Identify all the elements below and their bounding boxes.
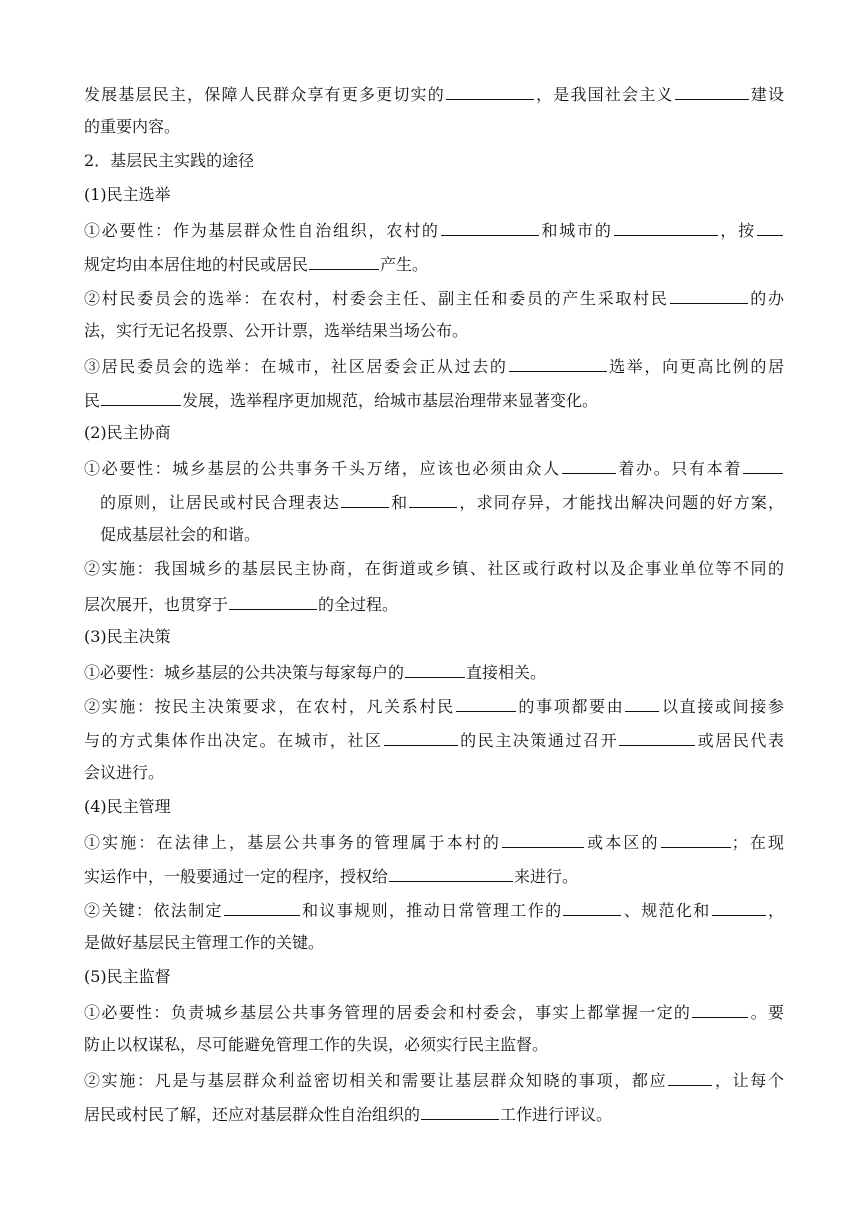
text-segment: 发展，选举程序更加规范，给城市基层治理带来显著变化。	[182, 391, 599, 410]
text-segment: 或居民代表	[696, 731, 784, 750]
fill-blank[interactable]	[502, 830, 584, 848]
fill-blank[interactable]	[409, 490, 457, 508]
fill-blank[interactable]	[675, 82, 749, 100]
text-line	[84, 1034, 784, 1056]
subsection-heading	[84, 422, 784, 444]
subsection-heading	[84, 966, 784, 988]
text-segment: 工作进行评议。	[500, 1105, 613, 1124]
text-line	[84, 728, 784, 752]
text-segment: 或本区的	[585, 833, 660, 852]
text-segment: 和议事规则，推动日常管理工作的	[300, 901, 563, 920]
text-segment: ③居民委员会的选举：在城市，社区居委会正从过去的	[84, 357, 508, 376]
text-segment: ②实施：凡是与基层群众利益密切相关和需要让基层群众知晓的事项，都应	[84, 1071, 668, 1090]
text-segment: 居民或村民了解，还应对基层群众性自治组织的	[84, 1105, 421, 1124]
text-segment: 是做好基层民主管理工作的关键。	[84, 933, 325, 952]
text-segment: ①必要性：城乡基层的公共决策与每家每户的	[84, 663, 405, 682]
text-segment: ，是我国社会主义	[534, 85, 674, 104]
fill-blank[interactable]	[563, 898, 621, 916]
fill-blank[interactable]	[509, 354, 607, 372]
text-segment: (4)民主管理	[84, 797, 171, 816]
text-segment: 与的方式集体作出决定。在城市，社区	[84, 731, 383, 750]
text-segment: 的事项都要由	[516, 697, 625, 716]
fill-blank[interactable]	[625, 694, 659, 712]
text-segment: 着办。只有本着	[616, 459, 742, 478]
text-segment: (2)民主协商	[84, 423, 171, 442]
text-segment: 和城市的	[539, 221, 613, 240]
text-line	[84, 864, 784, 888]
text-segment: ①必要性：负责城乡基层公共事务管理的居委会和村委会，事实上都掌握一定的	[84, 1003, 692, 1022]
text-segment: 促成基层社会的和谐。	[100, 525, 261, 544]
text-segment: 的办	[748, 289, 784, 308]
text-line	[84, 592, 784, 616]
text-segment: 层次展开，也贯穿于	[84, 595, 229, 614]
text-line	[84, 660, 784, 684]
text-segment: 的全过程。	[318, 595, 399, 614]
text-segment: ，按	[718, 221, 756, 240]
text-line	[84, 82, 784, 106]
text-segment: (3)民主决策	[84, 627, 171, 646]
fill-blank[interactable]	[743, 456, 783, 474]
text-segment: 建设	[749, 85, 784, 104]
text-segment: 规定均由本居住地的村民或居民	[84, 255, 309, 274]
fill-blank[interactable]	[692, 1000, 748, 1018]
text-segment: 来进行。	[514, 867, 579, 886]
text-segment: ，	[766, 901, 784, 920]
text-line	[84, 1000, 784, 1024]
text-segment: ①实施：在法律上，基层公共事务的管理属于本村的	[84, 833, 502, 852]
text-line	[100, 524, 784, 546]
text-line	[84, 218, 784, 242]
text-segment: ②实施：按民主决策要求，在农村，凡关系村民	[84, 697, 455, 716]
text-segment: ②关键：依法制定	[84, 901, 223, 920]
text-segment: ②村民委员会的选举：在农村，村委会主任、副主任和委员的产生采取村民	[84, 289, 669, 308]
fill-blank[interactable]	[229, 592, 317, 610]
fill-blank[interactable]	[668, 1068, 712, 1086]
text-segment: ①必要性：城乡基层的公共事务千头万绪，应该也必须由众人	[84, 459, 561, 478]
text-segment: 、规范化和	[622, 901, 711, 920]
fill-blank[interactable]	[757, 218, 783, 236]
fill-blank[interactable]	[384, 728, 458, 746]
text-segment: 民	[84, 391, 101, 410]
text-segment: 法，实行无记名投票、公开计票，选举结果当场公布。	[84, 321, 469, 340]
text-line	[84, 1102, 784, 1126]
fill-blank[interactable]	[441, 218, 539, 236]
text-line	[84, 252, 784, 276]
fill-blank[interactable]	[661, 830, 731, 848]
text-segment: 的重要内容。	[84, 117, 181, 136]
fill-blank[interactable]	[224, 898, 300, 916]
text-segment: 防止以权谋私，尽可能避免管理工作的失误，必须实行民主监督。	[84, 1035, 549, 1054]
fill-blank[interactable]	[562, 456, 616, 474]
text-line	[100, 490, 784, 514]
text-segment: 的民主决策通过召开	[458, 731, 619, 750]
text-line	[84, 830, 784, 854]
text-line	[84, 558, 784, 580]
subsection-heading	[84, 796, 784, 818]
text-segment: 直接相关。	[466, 663, 547, 682]
text-segment: 产生。	[380, 255, 429, 274]
fill-blank[interactable]	[309, 252, 379, 270]
text-segment: ①必要性：作为基层群众性自治组织，农村的	[84, 221, 440, 240]
fill-blank[interactable]	[101, 388, 181, 406]
text-line	[84, 1068, 784, 1092]
fill-blank[interactable]	[446, 82, 534, 100]
subsection-heading	[84, 626, 784, 648]
text-segment: 和	[389, 493, 409, 512]
text-line	[84, 694, 784, 718]
text-segment: 选举，向更高比例的居	[607, 357, 784, 376]
text-segment: 实运作中，一般要通过一定的程序，授权给	[84, 867, 389, 886]
text-line	[84, 456, 784, 480]
text-segment: (1)民主选举	[84, 185, 171, 204]
text-line	[84, 286, 784, 310]
text-segment: 发展基层民主，保障人民群众享有更多更切实的	[84, 85, 445, 104]
text-line	[84, 388, 784, 412]
text-line	[84, 762, 784, 784]
subsection-heading	[84, 184, 784, 206]
fill-blank[interactable]	[619, 728, 695, 746]
fill-blank[interactable]	[405, 660, 465, 678]
fill-blank[interactable]	[421, 1102, 499, 1120]
fill-blank[interactable]	[389, 864, 513, 882]
section-heading	[84, 150, 784, 172]
text-line	[84, 932, 784, 954]
text-segment: (5)民主监督	[84, 967, 171, 986]
text-segment: 。要	[749, 1003, 784, 1022]
text-line	[84, 320, 784, 342]
fill-blank[interactable]	[456, 694, 516, 712]
text-segment: 会议进行。	[84, 763, 165, 782]
text-segment: ；在现	[731, 833, 784, 852]
text-line	[84, 898, 784, 922]
fill-blank[interactable]	[614, 218, 718, 236]
text-line	[84, 354, 784, 378]
text-segment: 的原则，让居民或村民合理表达	[100, 493, 340, 512]
text-segment: 以直接或间接参	[660, 697, 784, 716]
text-segment: ，求同存异，才能找出解决问题的好方案，	[458, 493, 784, 512]
text-segment: 2．基层民主实践的途径	[84, 151, 255, 170]
fill-blank[interactable]	[670, 286, 748, 304]
text-segment: ②实施：我国城乡的基层民主协商，在街道或乡镇、社区或行政村以及企事业单位等不同的	[84, 559, 784, 578]
fill-blank[interactable]	[712, 898, 766, 916]
fill-blank[interactable]	[341, 490, 389, 508]
text-line	[84, 116, 784, 138]
text-segment: ，让每个	[713, 1071, 784, 1090]
